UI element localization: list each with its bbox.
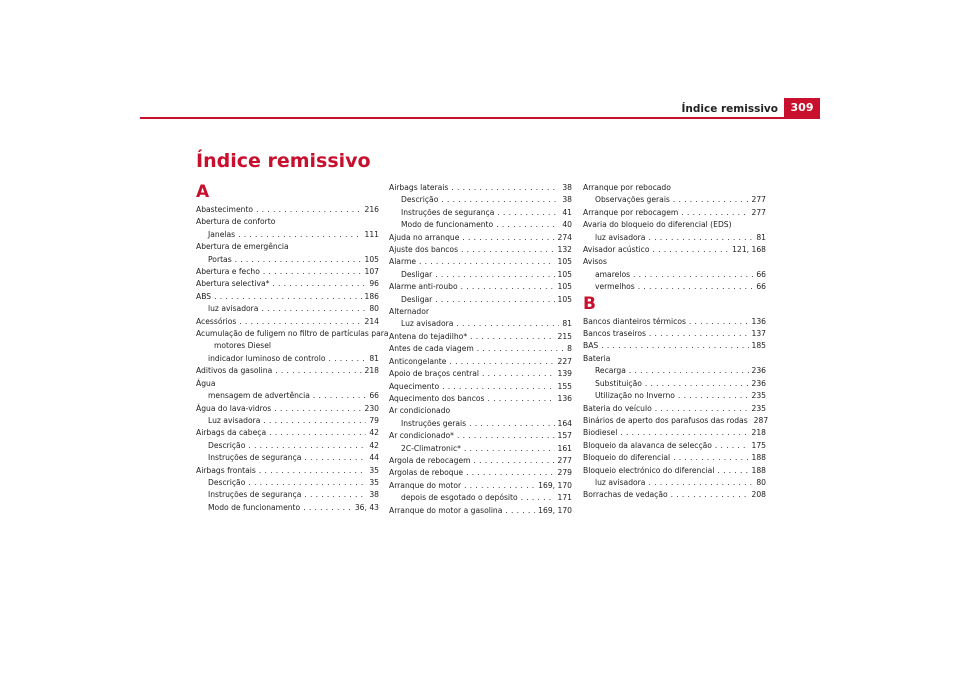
index-letter-heading: A <box>196 182 210 202</box>
index-term: Substituição <box>595 378 642 388</box>
index-term: Portas <box>208 254 232 264</box>
running-header-title: Índice remissivo <box>681 103 778 115</box>
index-entry <box>389 343 572 355</box>
index-page-reference: 40 <box>562 220 572 230</box>
dot-leader <box>263 415 366 427</box>
index-page-reference: 218 <box>364 366 379 376</box>
index-subentry <box>389 443 572 455</box>
dot-leader <box>673 452 748 464</box>
index-column-1 <box>196 182 389 514</box>
index-entry <box>196 365 379 377</box>
index-entry <box>389 306 572 318</box>
index-term: Ajuda no arranque <box>389 232 460 242</box>
index-page-reference: 80 <box>756 477 766 487</box>
index-term: Bloqueio electrónico do diferencial <box>583 465 715 475</box>
index-page-reference: 44 <box>369 453 379 463</box>
index-term: 2C-Climatronic* <box>401 443 461 453</box>
dot-leader <box>648 477 753 489</box>
index-page-reference: 96 <box>369 279 379 289</box>
dot-leader <box>441 194 559 206</box>
index-page-reference: 175 <box>751 440 766 450</box>
index-page-reference: 8 <box>567 344 572 354</box>
dot-leader <box>715 440 749 452</box>
index-page-reference: 186 <box>364 291 379 301</box>
index-entry <box>196 403 379 415</box>
index-term: Utilização no Inverno <box>595 391 675 401</box>
index-term: Descrição <box>401 195 439 205</box>
index-column-3 <box>583 182 769 502</box>
dot-leader <box>303 502 352 514</box>
index-term: Aditivos da gasolina <box>196 366 273 376</box>
index-subentry <box>583 378 766 390</box>
index-term: Luz avisadora <box>208 415 261 425</box>
index-page-reference: 274 <box>557 232 572 242</box>
dot-leader <box>214 291 361 303</box>
dot-leader <box>435 294 554 306</box>
index-page-reference: 105 <box>557 269 572 279</box>
index-term: Água do lava-vidros <box>196 403 272 413</box>
dot-leader <box>464 443 555 455</box>
index-term: Abertura de emergência <box>196 242 289 252</box>
index-page-reference: 107 <box>364 267 379 277</box>
index-page-reference: 277 <box>557 455 572 465</box>
index-title: Índice remissivo <box>196 150 371 172</box>
index-page-reference: 188 <box>751 465 766 475</box>
index-term: Observações gerais <box>595 195 670 205</box>
index-entry <box>583 207 766 219</box>
index-page-reference: 236 <box>751 366 766 376</box>
index-subentry <box>389 318 572 330</box>
index-entry <box>583 353 766 365</box>
index-page-reference: 105 <box>557 257 572 267</box>
index-page-reference: 121, 168 <box>732 245 766 255</box>
index-subentry <box>583 365 766 377</box>
dot-leader <box>601 340 748 352</box>
index-term: luz avisadora <box>208 304 259 314</box>
index-entry <box>583 219 766 231</box>
index-term: Janelas <box>208 229 236 239</box>
index-term: depois de esgotado o depósito <box>401 493 518 503</box>
index-page-reference: 105 <box>364 254 379 264</box>
dot-leader <box>261 303 366 315</box>
index-term: Descrição <box>208 440 246 450</box>
dot-leader <box>689 316 749 328</box>
index-term: Ar condicionado <box>389 406 451 416</box>
index-entry <box>583 340 766 352</box>
index-page-reference: 81 <box>369 353 379 363</box>
dot-leader <box>633 269 753 281</box>
index-subentry <box>583 390 766 402</box>
index-subentry <box>196 489 379 501</box>
index-term: Acessórios <box>196 316 237 326</box>
index-subentry <box>389 294 572 306</box>
dot-leader <box>461 244 554 256</box>
index-term: Avaria do bloqueio do diferencial (EDS) <box>583 220 732 230</box>
index-page-reference: 132 <box>557 245 572 255</box>
index-term: Binários de aperto dos parafusos das rodas <box>583 415 748 425</box>
dot-leader <box>652 244 729 256</box>
dot-leader <box>248 477 366 489</box>
index-subentry <box>583 232 766 244</box>
index-term: Antes de cada viagem <box>389 344 474 354</box>
index-term: Biodiesel <box>583 428 618 438</box>
index-page-reference: 38 <box>369 490 379 500</box>
index-page-reference: 81 <box>562 319 572 329</box>
dot-leader <box>274 403 361 415</box>
index-page-reference: 287 <box>753 415 769 425</box>
dot-leader <box>313 390 366 402</box>
index-entry <box>583 182 766 194</box>
index-term: Arranque do motor a gasolina <box>389 505 503 515</box>
index-entry <box>389 356 572 368</box>
index-term: indicador luminoso de controlo <box>208 353 326 363</box>
index-term: amarelos <box>595 269 631 279</box>
index-term: Instruções de segurança <box>401 207 495 217</box>
index-page-reference: 236 <box>751 378 766 388</box>
index-term: Alternador <box>389 307 429 317</box>
index-entry <box>389 244 572 256</box>
index-page-reference: 105 <box>557 294 572 304</box>
index-term: Bloqueio do diferencial <box>583 453 671 463</box>
index-subentry <box>389 194 572 206</box>
index-page-reference: 169, 170 <box>538 505 572 515</box>
index-term: Luz avisadora <box>401 319 454 329</box>
index-page-reference: 277 <box>751 207 766 217</box>
index-subentry <box>583 477 766 489</box>
index-term: Abertura de conforto <box>196 217 276 227</box>
dot-leader <box>645 378 749 390</box>
dot-leader <box>496 219 559 231</box>
index-term: Avisador acústico <box>583 245 650 255</box>
index-entry <box>583 403 766 415</box>
header-rule <box>140 117 820 119</box>
index-entry <box>583 427 766 439</box>
dot-leader <box>239 316 361 328</box>
index-page-reference: 105 <box>557 282 572 292</box>
index-entry <box>389 381 572 393</box>
dot-leader <box>461 281 555 293</box>
index-page-reference: 216 <box>364 205 379 214</box>
index-term: motores Diesel <box>214 341 272 351</box>
index-entry <box>389 331 572 343</box>
dot-leader <box>717 465 748 477</box>
dot-leader <box>456 318 559 330</box>
index-term: BAS <box>583 341 599 351</box>
index-term: Acumulação de fuligem no filtro de partículas para <box>196 329 389 339</box>
dot-leader <box>649 328 749 340</box>
index-entry <box>196 378 379 390</box>
index-term: Instruções de segurança <box>208 490 302 500</box>
index-page-reference: 169, 170 <box>538 480 572 490</box>
index-entry <box>196 278 379 290</box>
dot-leader <box>648 232 753 244</box>
index-subentry <box>196 477 379 489</box>
index-page-reference: 208 <box>751 490 766 500</box>
index-page-reference: 137 <box>751 329 766 339</box>
index-entry <box>196 465 379 477</box>
dot-leader <box>449 356 554 368</box>
page-number-badge: 309 <box>784 98 820 118</box>
index-term: Argolas de reboque <box>389 468 464 478</box>
index-subentry <box>389 269 572 281</box>
index-page-reference: 188 <box>751 453 766 463</box>
index-page-reference: 227 <box>557 356 572 366</box>
index-term: Ar condicionado* <box>389 431 454 441</box>
index-term: vermelhos <box>595 282 635 292</box>
index-term: Abertura e fecho <box>196 267 260 277</box>
index-page-reference: 235 <box>751 403 766 413</box>
index-subentry <box>583 269 766 281</box>
index-entry <box>583 440 766 452</box>
index-page-reference: 79 <box>369 415 379 425</box>
index-page-reference: 38 <box>562 195 572 205</box>
index-term: Ajuste dos bancos <box>389 245 459 255</box>
index-page-reference: 42 <box>369 428 379 438</box>
index-term: Instruções gerais <box>401 418 467 428</box>
index-subentry <box>196 452 379 464</box>
index-entry <box>196 328 389 340</box>
index-entry <box>196 204 379 216</box>
index-entry <box>389 430 572 442</box>
index-entry <box>389 455 572 467</box>
index-subentry <box>196 340 379 352</box>
index-entry <box>583 316 766 328</box>
index-page-reference: 66 <box>369 391 379 401</box>
index-term: Água <box>196 378 216 388</box>
index-entry <box>196 316 379 328</box>
index-entry <box>389 393 572 405</box>
dot-leader <box>638 281 754 293</box>
index-term: Recarga <box>595 366 626 376</box>
index-subentry <box>196 254 379 266</box>
dot-leader <box>470 331 554 343</box>
index-page-reference: 185 <box>751 341 766 351</box>
index-term: Bateria <box>583 353 611 363</box>
index-entry <box>389 256 572 268</box>
index-entry <box>389 232 572 244</box>
index-term: Modo de funcionamento <box>401 220 494 230</box>
index-term: Arranque por rebocado <box>583 183 671 192</box>
index-term: luz avisadora <box>595 477 646 487</box>
index-page-reference: 136 <box>557 393 572 403</box>
index-term: Airbags frontais <box>196 465 256 475</box>
dot-leader <box>466 467 554 479</box>
index-entry <box>389 281 572 293</box>
index-term: Borrachas de vedação <box>583 490 668 500</box>
dot-leader <box>678 390 749 402</box>
index-page-reference: 35 <box>369 477 379 487</box>
index-subentry <box>196 440 379 452</box>
index-term: Alarme anti-roubo <box>389 282 458 292</box>
dot-leader <box>419 256 554 268</box>
index-column-2 <box>389 182 572 517</box>
index-entry <box>583 328 766 340</box>
index-subentry <box>196 390 379 402</box>
dot-leader <box>328 353 366 365</box>
index-term: Bancos dianteiros térmicos <box>583 316 686 326</box>
index-term: Avisos <box>583 257 607 267</box>
dot-leader <box>259 465 366 477</box>
index-entry <box>196 216 379 228</box>
dot-leader <box>671 489 749 501</box>
index-letter-heading: B <box>583 293 596 314</box>
index-page-reference: 235 <box>751 391 766 401</box>
index-page-reference: 277 <box>751 195 766 205</box>
index-term: Argola de rebocagem <box>389 455 471 465</box>
index-entry <box>389 467 572 479</box>
index-page-reference: 218 <box>751 428 766 438</box>
dot-leader <box>457 430 555 442</box>
dot-leader <box>620 427 748 439</box>
index-term: ABS <box>196 291 212 301</box>
index-entry <box>583 415 769 427</box>
index-page-reference: 111 <box>364 229 379 239</box>
dot-leader <box>304 489 366 501</box>
index-subentry <box>389 492 572 504</box>
index-subentry <box>583 281 766 293</box>
index-page-reference: 171 <box>557 493 572 503</box>
index-page-reference: 164 <box>557 418 572 428</box>
dot-leader <box>451 182 559 194</box>
index-subentry <box>196 502 379 514</box>
index-term: Abertura selectiva* <box>196 279 270 289</box>
index-page-reference: 42 <box>369 440 379 450</box>
index-entry <box>389 505 572 517</box>
index-entry <box>583 489 766 501</box>
index-entry <box>389 368 572 380</box>
index-entry <box>389 182 572 194</box>
dot-leader <box>263 266 362 278</box>
index-page-reference: 35 <box>369 465 379 475</box>
dot-leader <box>655 403 749 415</box>
dot-leader <box>442 381 554 393</box>
index-page-reference: 155 <box>557 381 572 391</box>
index-entry <box>389 480 572 492</box>
dot-leader <box>269 427 366 439</box>
index-term: Bateria do veículo <box>583 403 652 413</box>
index-term: Alarme <box>389 257 417 267</box>
dot-leader <box>275 365 361 377</box>
index-term: Anticongelante <box>389 356 447 366</box>
index-entry <box>196 241 379 253</box>
index-page-reference: 38 <box>562 183 572 192</box>
dot-leader <box>238 229 361 241</box>
index-term: Airbags da cabeça <box>196 428 267 438</box>
index-subentry <box>389 418 572 430</box>
index-term: Apoio de braços central <box>389 369 480 379</box>
index-entry <box>196 266 379 278</box>
dot-leader <box>477 343 564 355</box>
index-term: Modo de funcionamento <box>208 502 301 512</box>
dot-leader <box>272 278 366 290</box>
index-entry <box>196 291 379 303</box>
dot-leader <box>304 452 366 464</box>
dot-leader <box>482 368 554 380</box>
index-subentry <box>583 194 766 206</box>
index-entry <box>389 405 572 417</box>
index-term: Desligar <box>401 269 433 279</box>
index-term: Arranque do motor <box>389 480 462 490</box>
index-term: Abastecimento <box>196 205 254 214</box>
dot-leader <box>235 254 362 266</box>
index-subentry <box>389 219 572 231</box>
dot-leader <box>505 505 535 517</box>
index-term: Arranque por rebocagem <box>583 207 679 217</box>
index-page-reference: 157 <box>557 431 572 441</box>
index-term: Instruções de segurança <box>208 453 302 463</box>
index-term: Airbags laterais <box>389 183 449 192</box>
index-term: Descrição <box>208 477 246 487</box>
index-subentry <box>196 353 379 365</box>
index-page-reference: 66 <box>756 282 766 292</box>
index-subentry <box>196 415 379 427</box>
dot-leader <box>256 204 361 216</box>
dot-leader <box>629 365 749 377</box>
index-term: Aquecimento dos bancos <box>389 393 485 403</box>
index-term: Antena do tejadilho* <box>389 331 468 341</box>
dot-leader <box>464 480 535 492</box>
index-page-reference: 80 <box>369 304 379 314</box>
index-page-reference: 215 <box>557 331 572 341</box>
index-subentry <box>196 303 379 315</box>
index-entry <box>583 452 766 464</box>
index-subentry <box>196 229 379 241</box>
dot-leader <box>435 269 554 281</box>
index-page-reference: 136 <box>751 316 766 326</box>
index-page-reference: 279 <box>557 468 572 478</box>
index-page-reference: 214 <box>364 316 379 326</box>
index-page-reference: 36, 43 <box>354 502 379 512</box>
index-page-reference: 230 <box>364 403 379 413</box>
dot-leader <box>521 492 555 504</box>
index-term: mensagem de advertência <box>208 391 310 401</box>
dot-leader <box>248 440 366 452</box>
dot-leader <box>469 418 554 430</box>
index-term: Aquecimento <box>389 381 440 391</box>
index-page-reference: 41 <box>562 207 572 217</box>
index-term: Bloqueio da alavanca de selecção <box>583 440 712 450</box>
index-page-reference: 161 <box>557 443 572 453</box>
index-entry <box>196 427 379 439</box>
dot-leader <box>681 207 748 219</box>
index-entry <box>583 465 766 477</box>
dot-leader <box>487 393 554 405</box>
index-term: luz avisadora <box>595 232 646 242</box>
index-entry <box>583 244 766 256</box>
dot-leader <box>474 455 555 467</box>
index-page-reference: 81 <box>756 232 766 242</box>
index-term: Desligar <box>401 294 433 304</box>
index-term: Bancos traseiros <box>583 329 646 339</box>
dot-leader <box>497 207 559 219</box>
index-entry <box>583 256 766 268</box>
dot-leader <box>462 232 554 244</box>
index-subentry <box>389 207 572 219</box>
index-page-reference: 66 <box>756 269 766 279</box>
index-page-reference: 139 <box>557 369 572 379</box>
dot-leader <box>673 194 749 206</box>
